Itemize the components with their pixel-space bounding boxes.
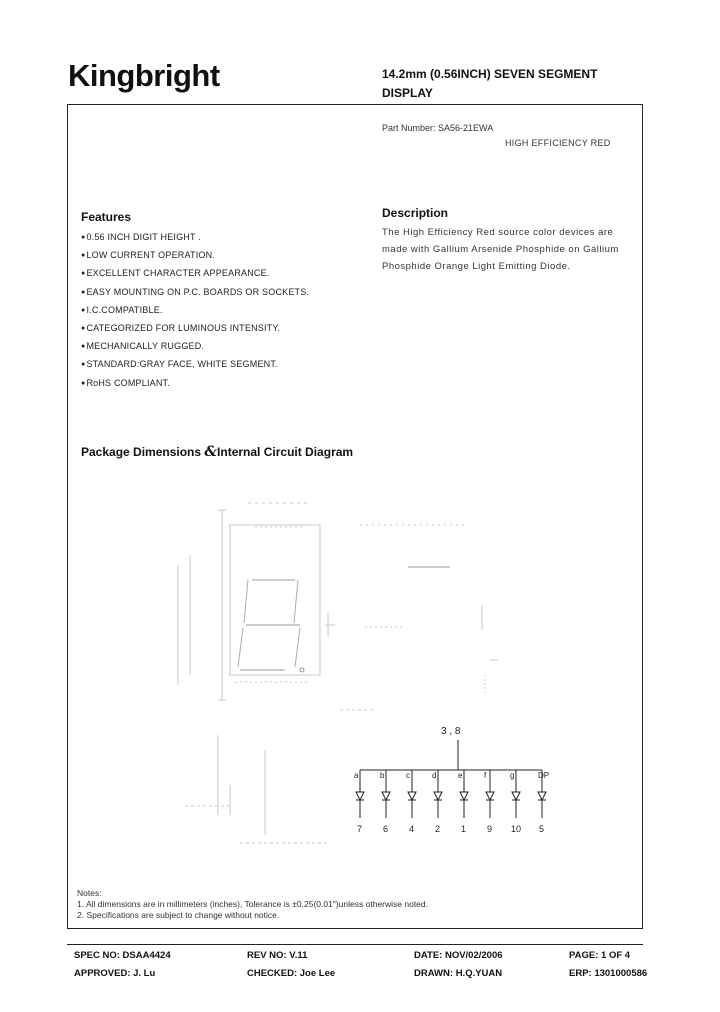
led-diode-symbol [408, 792, 416, 800]
issue-date: DATE: NOV/02/2006 [414, 950, 503, 961]
segment-d [432, 770, 442, 834]
internal-circuit-diagram [340, 720, 560, 845]
page-indicator: PAGE: 1 OF 4 [569, 950, 631, 961]
revision-number: REV NO: V.11 [247, 950, 308, 961]
pin-number: 1 [461, 824, 467, 834]
feature-item: ● MECHANICALLY RUGGED. [81, 337, 309, 355]
segment-label: g [510, 771, 515, 780]
segment-label: b [380, 771, 385, 780]
features-list [81, 228, 309, 392]
pin-number: 2 [435, 824, 441, 834]
feature-item: ● STANDARD:GRAY FACE, WHITE SEGMENT. [81, 355, 309, 373]
led-diode-symbol [460, 792, 468, 800]
segment-c [406, 770, 416, 834]
segment-f [484, 770, 494, 834]
pin-number: 10 [511, 824, 522, 834]
notes-section [77, 888, 428, 921]
pin-number: 5 [539, 824, 545, 834]
pin-number: 6 [383, 824, 389, 834]
part-number: Part Number: SA56-21EWA [382, 123, 494, 133]
segment-b [380, 770, 390, 834]
document-title-line2: DISPLAY [382, 86, 433, 100]
checked-by: CHECKED: Joe Lee [247, 968, 336, 979]
segment-a [354, 770, 364, 834]
pin-number: 7 [357, 824, 363, 834]
emitting-color: HIGH EFFICIENCY RED [505, 138, 611, 148]
description-line: Phosphide Orange Light Emitting Diode. [382, 261, 571, 272]
feature-item: ● RoHS COMPLIANT. [81, 374, 309, 392]
feature-item: ● EASY MOUNTING ON P.C. BOARDS OR SOCKETS. [81, 283, 309, 301]
spec-number: SPEC NO: DSAA4424 [74, 950, 171, 961]
led-diode-symbol [538, 792, 546, 800]
brand-logo: Kingbright [68, 58, 220, 93]
package-heading-amp: & [204, 444, 218, 460]
common-anode-pins: 3 , 8 [441, 726, 461, 737]
segment-label: DP [538, 771, 550, 780]
segment-g [510, 770, 521, 834]
led-diode-symbol [356, 792, 364, 800]
package-heading-part2: Internal Circuit Diagram [217, 445, 354, 459]
note-2: 2. Specifications are subject to change without notice. [77, 910, 280, 920]
document-title-line1: 14.2mm (0.56INCH) SEVEN SEGMENT [382, 67, 598, 81]
note-1: 1. All dimensions are in millimeters (inches), Tolerance is ±0.25(0.01")unless otherwise noted. [77, 899, 428, 909]
drawn-by: DRAWN: H.Q.YUAN [414, 968, 503, 979]
segment-dp [538, 770, 549, 834]
pin-number: 9 [487, 824, 493, 834]
features-heading: Features [81, 210, 132, 224]
segment-label: e [458, 771, 463, 780]
segment-label: a [354, 771, 359, 780]
approved-by: APPROVED: J. Lu [74, 968, 156, 979]
notes-title: Notes: [77, 888, 102, 898]
erp-number: ERP: 1301000586 [569, 968, 648, 979]
description-line: made with Gallium Arsenide Phosphide on Gallium [382, 244, 619, 255]
segment-e [458, 770, 468, 834]
led-diode-symbol [382, 792, 390, 800]
package-heading-part1: Package Dimensions [81, 445, 202, 459]
description-line: The High Efficiency Red source color devices are [382, 227, 614, 238]
package-heading [81, 444, 353, 460]
led-diode-symbol [486, 792, 494, 800]
feature-item: ● CATEGORIZED FOR LUMINOUS INTENSITY. [81, 319, 309, 337]
feature-item: ● 0.56 INCH DIGIT HEIGHT . [81, 228, 309, 246]
pin-number: 4 [409, 824, 415, 834]
segment-label: c [406, 771, 410, 780]
led-diode-symbol [512, 792, 520, 800]
segment-label: d [432, 771, 437, 780]
footer-divider [67, 944, 643, 945]
feature-item: ● I.C.COMPATIBLE. [81, 301, 309, 319]
led-diode-symbol [434, 792, 442, 800]
description-heading: Description [382, 206, 449, 220]
segment-label: f [484, 771, 487, 780]
feature-item: ● LOW CURRENT OPERATION. [81, 246, 309, 264]
feature-item: ● EXCELLENT CHARACTER APPEARANCE. [81, 264, 309, 282]
